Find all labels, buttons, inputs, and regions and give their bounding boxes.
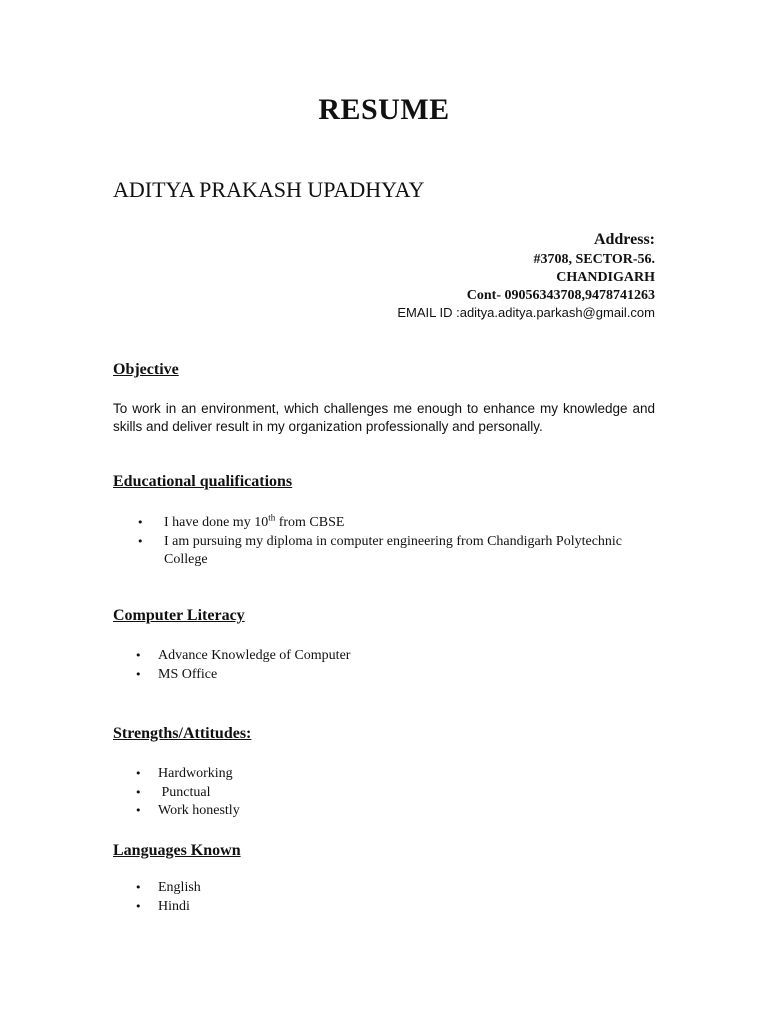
bullet-icon: • [135, 667, 142, 681]
contact-numbers: Cont- 09056343708,9478741263 [466, 288, 655, 303]
list-item: • I have done my 10th from CBSE [137, 514, 657, 533]
resume-title: RESUME [318, 93, 450, 126]
bullet-icon: • [135, 785, 142, 799]
computer-literacy-heading: Computer Literacy [113, 607, 245, 624]
bullet-icon: • [137, 534, 144, 548]
strengths-list [135, 765, 635, 821]
bullet-icon: • [137, 516, 144, 529]
education-heading: Educational qualifications [113, 473, 293, 490]
list-item: • English [135, 879, 635, 898]
list-item: • Advance Knowledge of Computer [135, 647, 635, 666]
address-label: Address: [593, 231, 655, 248]
bullet-icon: • [135, 649, 142, 662]
list-item: • Hindi [135, 898, 635, 917]
address-line-1: #3708, SECTOR-56. [533, 252, 655, 267]
list-item: • Punctual [135, 784, 635, 803]
list-item: • Work honestly [135, 802, 635, 821]
list-item: • MS Office [135, 666, 635, 685]
objective-heading: Objective [113, 361, 179, 378]
bullet-icon: • [135, 881, 142, 894]
education-list [137, 514, 657, 570]
bullet-icon: • [135, 804, 142, 817]
bullet-icon: • [135, 767, 142, 780]
computer-literacy-list [135, 647, 635, 684]
list-item: • Hardworking [135, 765, 635, 784]
languages-heading: Languages Known [113, 842, 241, 859]
bullet-icon: • [135, 899, 142, 913]
strengths-heading: Strengths/Attitudes: [113, 725, 252, 742]
email-id: EMAIL ID :aditya.aditya.parkash@gmail.com [397, 305, 655, 320]
candidate-name: ADITYA PRAKASH UPADHYAY [113, 177, 425, 202]
list-item: • I am pursuing my diploma in computer engineering from Chandigarh Polytechnic College [137, 533, 623, 567]
objective-text: To work in an environment, which challenges me enough to enhance my knowledge and skills and deliver result in my organization professionally and personally. [113, 401, 655, 434]
address-line-2: CHANDIGARH [556, 270, 655, 285]
languages-list [135, 879, 635, 916]
